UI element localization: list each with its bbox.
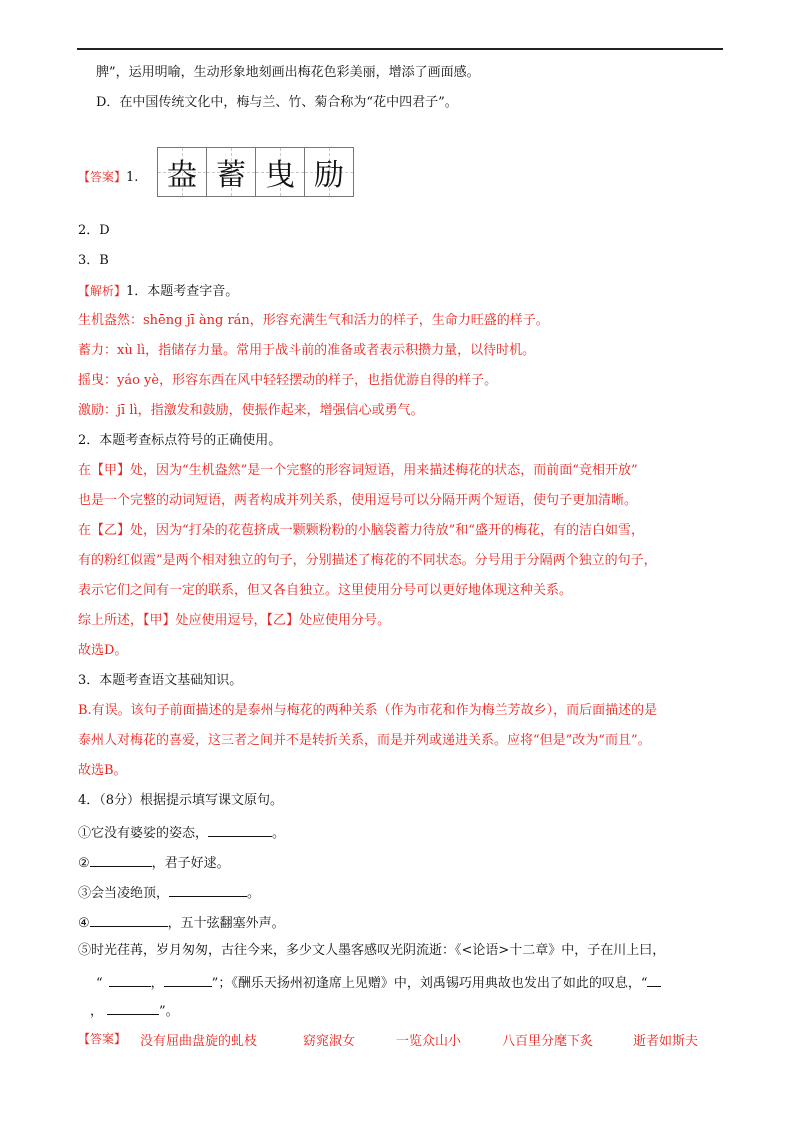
grid-cell: [305, 148, 353, 196]
option-c-continuation: 脾”，运用明喻，生动形象地刻画出梅花色彩美丽，增添了画面感。: [96, 65, 480, 80]
header-rule: [77, 48, 723, 50]
analysis-2-text: 也是一个完整的动词短语，两者构成并列关系，使用逗号可以分隔开两个短语，使句子更加清晰。: [78, 493, 638, 508]
grid-char: 励: [314, 158, 344, 193]
analysis-3-text: B.有误。该句子前面描述的是泰州与梅花的两种关系（作为市花和作为梅兰芳故乡），而后面描述的是: [78, 703, 658, 718]
grid-cell: [256, 148, 305, 196]
item-text: ”。: [159, 1004, 179, 1019]
option-d: D．在中国传统文化中，梅与兰、竹、菊合称为“花中四君子”。: [96, 95, 458, 110]
analysis-label: 【解析】: [78, 284, 127, 298]
item-text: ，五十弦翻塞外声。: [167, 916, 285, 931]
item-text: ②: [78, 856, 90, 871]
answer-3: 3．B: [78, 253, 109, 268]
item-text: “: [96, 976, 103, 991]
answer-4-item-4: 八百里分麾下炙: [502, 1034, 594, 1049]
answer-1-number: 1.: [126, 170, 139, 185]
analysis-word-1: 生机盎然：shēng jī àng rán，形容充满生气和活力的样子，生命力旺盛的样子。: [78, 313, 549, 328]
grid-cell: [158, 148, 207, 196]
analysis-head: [78, 282, 238, 301]
answer-1-line: [78, 168, 138, 187]
grid-char: 盎: [167, 158, 197, 193]
fill-blank: [208, 822, 272, 837]
answer-label: 【答案】: [78, 170, 127, 184]
fill-blank: [90, 852, 152, 867]
item-text: ③会当凌绝顶，: [78, 886, 170, 901]
item-text: 。: [247, 886, 261, 901]
analysis-2-text: 表示它们之间有一定的联系，但又各自独立。这里使用分号可以更好地体现这种关系。: [78, 583, 573, 598]
question-4-item-1: [78, 822, 285, 843]
grid-char: 蓄: [216, 158, 246, 193]
analysis-2-text: 在【甲】处，因为“生机盎然”是一个完整的形容词短语，用来描述梅花的状态，而前面“竞相开放”: [78, 463, 638, 478]
item-text: ，: [150, 976, 164, 991]
item-text: ，君子好逑。: [151, 856, 230, 871]
item-text: ①它没有婆娑的姿态，: [78, 826, 209, 841]
fill-blank: [169, 882, 247, 897]
fill-blank: [109, 972, 151, 987]
analysis-2-text: 有的粉红似霞”是两个相对独立的句子，分别描述了梅花的不同状态。分号用于分隔两个独立的句子，: [78, 553, 657, 568]
item-text: ④: [78, 916, 90, 931]
answer-4-item-5: 逝者如斯夫: [633, 1034, 699, 1049]
grid-cell: [207, 148, 256, 196]
analysis-3-text: 泰州人对梅花的喜爱，这三者之间并不是转折关系，而是并列或递进关系。应将“但是”改为“而且”。: [78, 733, 651, 748]
analysis-1-title: 1．本题考查字音。: [126, 284, 239, 299]
question-4-item-4: [78, 912, 285, 933]
fill-blank: [647, 972, 661, 987]
analysis-2-text: 在【乙】处，因为“打朵的花苞挤成一颗颗粉粉的小脑袋蓄力待放”和“盛开的梅花，有的洁白如雪，: [78, 523, 644, 538]
analysis-3-title: 3．本题考查语文基础知识。: [78, 673, 243, 688]
analysis-2-title: 2．本题考查标点符号的正确使用。: [78, 433, 282, 448]
grid-char: 曳: [265, 158, 295, 193]
analysis-2-pick: 故选D。: [78, 643, 128, 658]
answer-4-item-2: 窈窕淑女: [303, 1034, 356, 1049]
item-text: 。: [272, 826, 286, 841]
question-4-item-2: [78, 852, 230, 873]
question-4-item-5: ⑤时光荏苒，岁月匆匆，古往今来，多少文人墨客感叹光阴流逝：《<论语>十二章》中，子在川上曰，: [78, 943, 666, 958]
question-4-item-3: [78, 882, 260, 903]
item-text: ，: [90, 1004, 104, 1019]
fill-blank: [107, 1000, 159, 1015]
fill-blank: [90, 912, 168, 927]
answer-2: 2．D: [78, 223, 110, 238]
answer-4-item-3: 一览众山小: [396, 1034, 462, 1049]
item-text: ”；《酬乐天扬州初逢席上见赠》中，刘禹锡巧用典故也发出了如此的叹息，“: [211, 976, 648, 991]
analysis-2-summary: 综上所述，【甲】处应使用逗号，【乙】处应使用分号。: [78, 613, 391, 628]
question-4-item-5-line-2: [96, 972, 661, 993]
question-4-item-5-line-3: [90, 1000, 179, 1021]
analysis-word-2: 蓄力：xù lì，指储存力量。常用于战斗前的准备或者表示积攒力量，以待时机。: [78, 343, 536, 358]
character-grid: [157, 147, 354, 197]
answer-4-label: 【答案】: [78, 1032, 127, 1046]
question-4-title: 4．（8分）根据提示填写课文原句。: [78, 793, 284, 808]
analysis-word-3: 摇曳：yáo yè，形容东西在风中轻轻摆动的样子，也指优游自得的样子。: [78, 373, 498, 388]
analysis-3-pick: 故选B。: [78, 763, 127, 778]
answer-4-item-1: 没有屈曲盘旋的虬枝: [140, 1034, 258, 1049]
analysis-word-4: 激励：jī lì，指激发和鼓励，使振作起来，增强信心或勇气。: [78, 403, 424, 418]
fill-blank: [164, 972, 212, 987]
